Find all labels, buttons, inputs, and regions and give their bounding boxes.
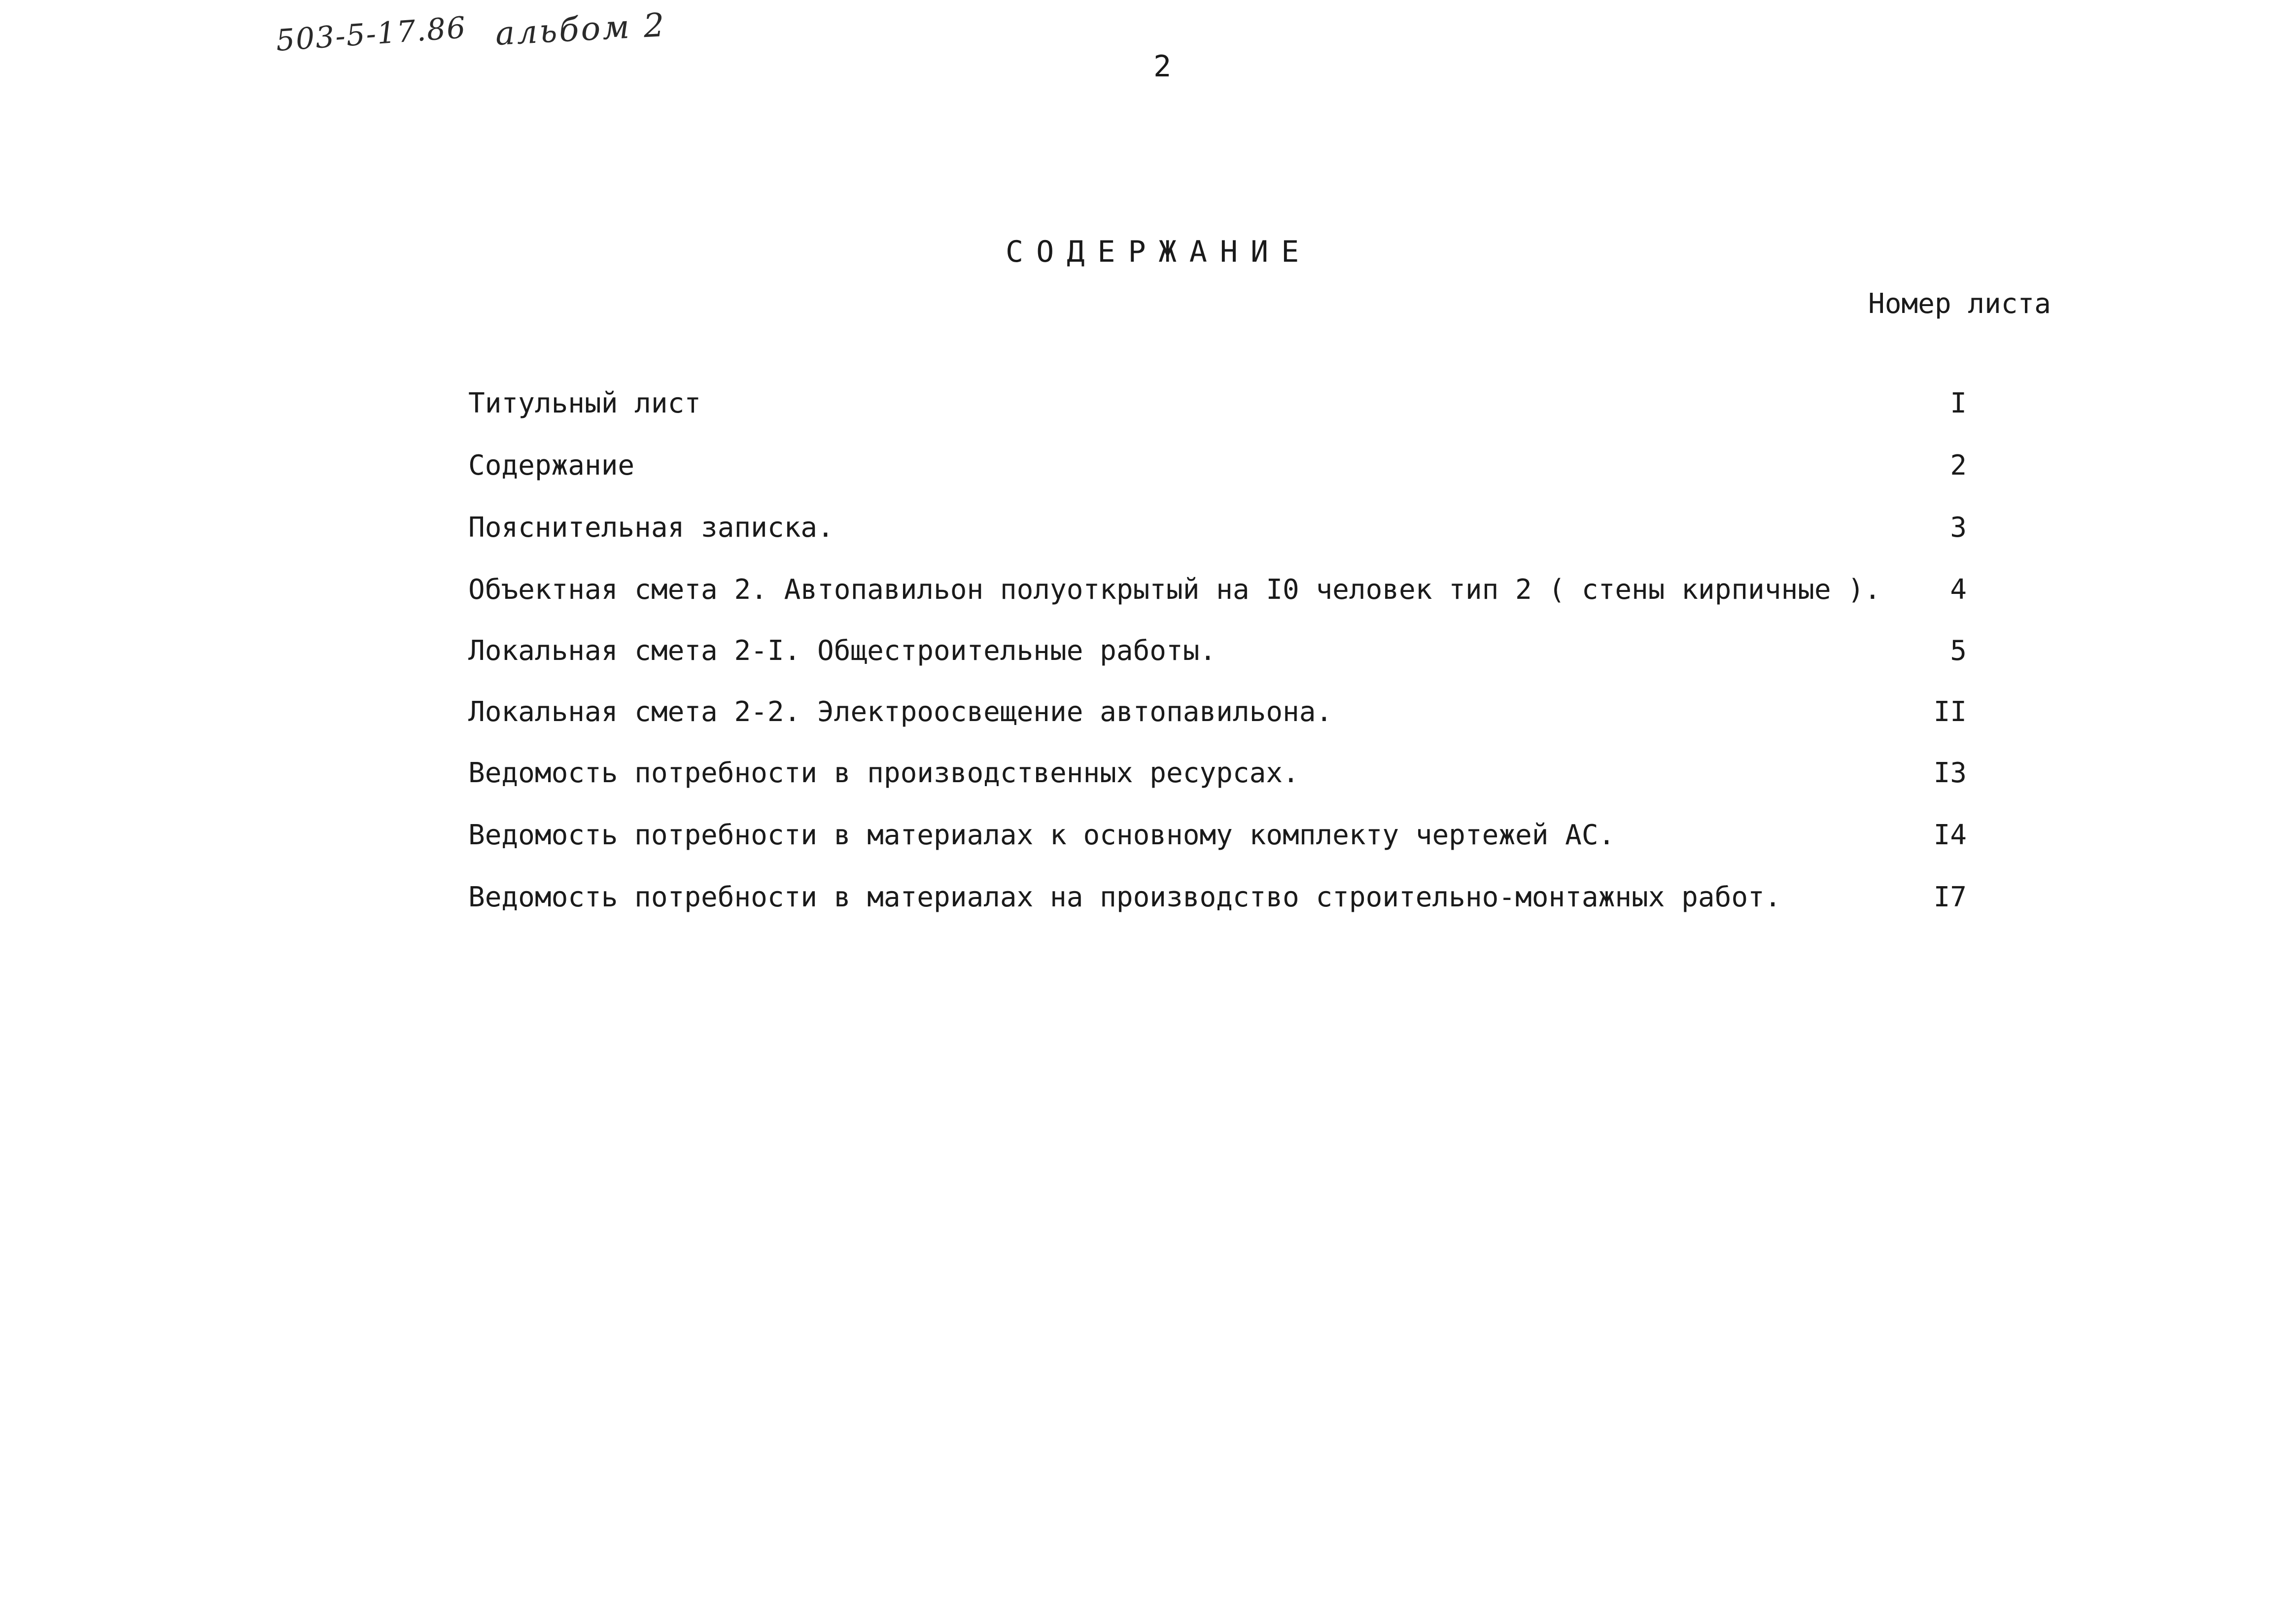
toc-item-sheet-number: 5 [1950,635,1967,667]
page-number: 2 [1153,49,1172,84]
toc-item-sheet-number: I7 [1933,881,1967,913]
toc-item-title: Титульный лист [468,387,701,419]
toc-item-sheet-number: II [1933,696,1967,728]
toc-item-sheet-number: 4 [1950,574,1967,606]
toc-row [468,696,1967,740]
toc-row [468,819,1967,863]
toc-row [468,574,1967,618]
toc-row [468,512,1967,556]
toc-item-sheet-number: 2 [1950,449,1967,482]
toc-row [468,387,1967,432]
toc-item-title: Локальная смета 2-2. Электроосвещение автопавильона. [468,696,1333,728]
toc-item-sheet-number: I4 [1933,819,1967,851]
contents-title: СОДЕРЖАНИЕ [1006,235,1312,269]
toc-item-sheet-number: I [1950,387,1967,419]
sheet-number-column-header: Номер листа [1868,288,2051,320]
toc-row [468,449,1967,494]
toc-row [468,635,1967,679]
toc-item-title: Локальная смета 2-I. Общестроительные работы. [468,635,1217,667]
toc-item-title: Объектная смета 2. Автопавильон полуоткрытый на I0 человек тип 2 ( стены кирпичные ). [468,574,1881,606]
toc-item-title: Ведомость потребности в производственных ресурсах. [468,757,1299,789]
toc-item-title: Ведомость потребности в материалах на производство строительно-монтажных работ. [468,881,1781,913]
document-code: 503-5-17.86 [275,10,468,58]
toc-row [468,757,1967,801]
album-label: альбом 2 [494,5,667,53]
toc-item-sheet-number: I3 [1933,757,1967,789]
toc-item-title: Пояснительная записка. [468,512,834,544]
toc-item-sheet-number: 3 [1950,512,1967,544]
toc-item-title: Содержание [468,449,635,482]
toc-row [468,881,1967,926]
toc-item-title: Ведомость потребности в материалах к основному комплекту чертежей АС. [468,819,1615,851]
